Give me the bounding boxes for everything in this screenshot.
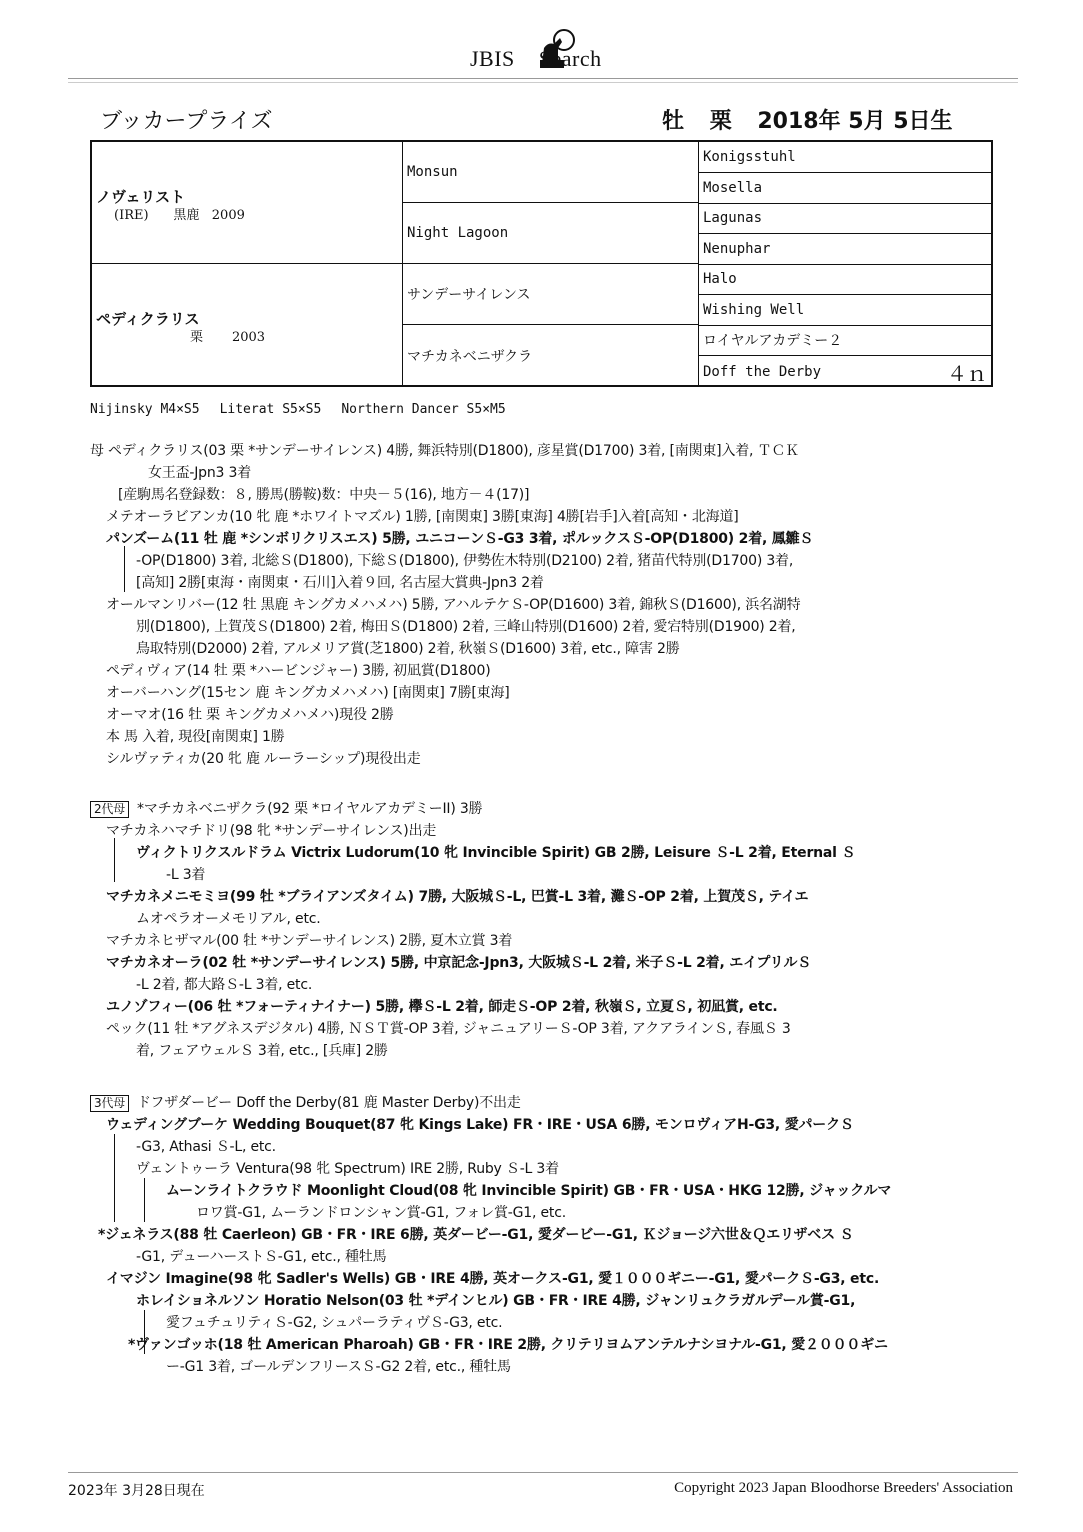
family-line: *ヴァンゴッホ(18 牡 American Pharoah) GB・FR・IRE 2勝, クリテリヨムアンテルナシヨナル-G1, 愛２０００ギニ — [128, 1337, 888, 1353]
sire-sire: Monsun — [403, 142, 699, 203]
sire-details: (IRE) 黒鹿 2009 — [114, 208, 245, 223]
g3-sdd: Nenuphar — [699, 234, 991, 265]
sire-dam: Night Lagoon — [403, 203, 699, 264]
tree-connector — [114, 838, 115, 882]
tree-connector — [124, 546, 125, 592]
gen2-tag: 2代母 — [90, 801, 129, 818]
gen2-header: 2代母 *マチカネベニザクラ(92 栗 *ロイヤルアカデミーII) 3勝 — [90, 798, 482, 818]
family-line: -G3, Athasi Ｓ-L, etc. — [136, 1139, 276, 1155]
g3-sss: Konigsstuhl — [699, 142, 991, 173]
g3-dss: Halo — [699, 264, 991, 295]
dam-dam: マチカネベニザクラ — [403, 325, 699, 386]
dam-details: 栗 2003 — [190, 330, 266, 345]
family-line: 愛フュチュリティＳ-G2, シュパーラティヴＳ-G3, etc. — [166, 1315, 503, 1331]
g3-dds: ロイヤルアカデミー２ — [699, 325, 991, 356]
horse-name: ブッカープライズ — [100, 109, 273, 134]
family-line: -OP(D1800) 3着, 北総Ｓ(D1800), 下総Ｓ(D1800), 伊勢佐木特別(D2100) 2着, 猪苗代特別(D1700) 3着, — [136, 553, 794, 569]
family-line: オーバーハング(15セン 鹿 キングカメハメハ) [南関東] 7勝[東海] — [106, 685, 510, 701]
family-line: ロワ賞-G1, ムーランドロンシャン賞-G1, フォレ賞-G1, etc. — [196, 1205, 566, 1221]
family-line: 鳥取特別(D2000) 2着, アルメリア賞(芝1800) 2着, 秋嶺Ｓ(D1600) 3着, etc., 障害 2勝 — [136, 641, 680, 657]
jbis-logo — [470, 18, 640, 78]
logo-text: JBIS Search — [470, 46, 602, 71]
family-line: マチカネオーラ(02 牡 *サンデーサイレンス) 5勝, 中京記念-Jpn3, 大阪城Ｓ-L 2着, 米子Ｓ-L 2着, エイプリルＳ — [106, 955, 812, 971]
dam-sire: サンデーサイレンス — [403, 264, 699, 325]
family-line: *ジェネラス(88 牡 Caerleon) GB・FR・IRE 6勝, 英ダービー-G1, 愛ダービー-G1, Ｋジョージ六世＆Ｑエリザベス Ｓ — [98, 1227, 854, 1243]
dam-name: ペディクラリス — [96, 310, 200, 328]
sire-cell — [92, 142, 403, 264]
inbreed-n: ４ｎ — [947, 362, 987, 386]
inbreeding-crosses: Nijinsky M4×S5 Literat S5×S5 Northern Dancer S5×M5 — [90, 402, 506, 417]
family-line: -L 3着 — [166, 867, 206, 883]
horse-birth: 2018年 5月 5日生 — [757, 109, 953, 134]
g3-ddd: Doff the Derby ４ｎ — [699, 356, 991, 387]
family-line: ムーンライトクラウド Moonlight Cloud(08 牝 Invincible Spirit) GB・FR・USA・HKG 12勝, ジャックルマ — [166, 1183, 892, 1199]
header-rule-2 — [68, 82, 1018, 83]
family-line: マチカネハマチドリ(98 牝 *サンデーサイレンス)出走 — [106, 823, 437, 839]
pedigree-table — [90, 140, 993, 387]
family-line: マチカネメニモミヨ(99 牡 *ブライアンズタイム) 7勝, 大阪城Ｓ-L, 巴賞-L 3着, 灘Ｓ-OP 2着, 上賀茂Ｓ, テイエ — [106, 889, 809, 905]
footer-date: 2023年 3月28日現在 — [68, 1483, 205, 1499]
g3-ssd: Mosella — [699, 173, 991, 204]
family-line: [産駒馬名登録数：８, 勝馬(勝鞍)数：中央－５(16), 地方－４(17)] — [118, 487, 530, 503]
footer-copyright: Copyright 2023 Japan Bloodhorse Breeders' Association — [674, 1480, 1013, 1496]
family-line: オーマオ(16 牡 栗 キングカメハメハ)現役 2勝 — [106, 707, 394, 723]
family-line: ウェディングブーケ Wedding Bouquet(87 牝 Kings Lake) FR・IRE・USA 6勝, モンロヴィアH-G3, 愛パークＳ — [106, 1117, 854, 1133]
sire-name: ノヴェリスト — [96, 188, 186, 206]
tree-connector — [144, 1178, 145, 1222]
family-line: ヴィクトリクスルドラム Victrix Ludorum(10 牝 Invincible Spirit) GB 2勝, Leisure Ｓ-L 2着, Eternal Ｓ — [136, 845, 856, 861]
family-line: ー-G1 3着, ゴールデンフリースＳ-G2 2着, etc., 種牡馬 — [166, 1359, 511, 1375]
family-line: 女王盃-Jpn3 3着 — [148, 465, 252, 481]
family-line: オールマンリバー(12 牡 黒鹿 キングカメハメハ) 5勝, アハルテケＳ-OP(D1600) 3着, 錦秋Ｓ(D1600), 浜名湖特 — [106, 597, 801, 613]
dam-cell — [92, 264, 403, 387]
g3-sds: Lagunas — [699, 203, 991, 234]
family-line: 別(D1800), 上賀茂Ｓ(D1800) 2着, 梅田Ｓ(D1800) 2着, 三峰山特別(D1600) 2着, 愛宕特別(D1900) 2着, — [136, 619, 796, 635]
gen3-tag: 3代母 — [90, 1095, 129, 1112]
family-line: ユノゾフィー(06 牡 *フォーティナイナー) 5勝, 欅Ｓ-L 2着, 師走Ｓ-OP 2着, 秋嶺Ｓ, 立夏Ｓ, 初凪賞, etc. — [106, 999, 778, 1015]
family-line: パンズーム(11 牡 鹿 *シンボリクリスエス) 5勝, ユニコーンＳ-G3 3着, ポルックスＳ-OP(D1800) 2着, 鳳雛Ｓ — [106, 531, 814, 547]
horse-sex: 牡 — [662, 109, 685, 134]
family-line: 着, フェアウェルＳ 3着, etc., [兵庫] 2勝 — [136, 1043, 388, 1059]
family-line: ヴェントゥーラ Ventura(98 牝 Spectrum) IRE 2勝, Ruby Ｓ-L 3着 — [136, 1161, 559, 1177]
family-line: シルヴァティカ(20 牝 鹿 ルーラーシップ)現役出走 — [106, 751, 421, 767]
horse-color: 栗 — [709, 109, 732, 134]
family-line: [高知] 2勝[東海・南関東・石川]入着９回, 名古屋大賞典-Jpn3 2着 — [136, 575, 544, 591]
family-line: ムオペラオーメモリアル, etc. — [136, 911, 321, 927]
header-rule — [68, 78, 1018, 79]
family-line: -G1, デューハーストＳ-G1, etc., 種牡馬 — [136, 1249, 387, 1265]
horse-info — [662, 104, 971, 135]
family-line: 母 ペディクラリス(03 栗 *サンデーサイレンス) 4勝, 舞浜特別(D1800), 彦星賞(D1700) 3着, [南関東]入着, ＴＣＫ — [90, 443, 799, 459]
family-line: メテオーラビアンカ(10 牝 鹿 *ホワイトマズル) 1勝, [南関東] 3勝[東海] 4勝[岩手]入着[高知・北海道] — [106, 509, 739, 525]
gen3-header: 3代母 ドフザダービー Doff the Derby(81 鹿 Master Derby)不出走 — [90, 1092, 521, 1112]
family-line: ペディヴィア(14 牡 栗 *ハービンジャー) 3勝, 初凪賞(D1800) — [106, 663, 491, 679]
family-line: イマジン Imagine(98 牝 Sadler's Wells) GB・IRE 4勝, 英オークス-G1, 愛１０００ギニー-G1, 愛パークＳ-G3, etc. — [106, 1271, 880, 1287]
family-line: 本 馬 入着, 現役[南関東] 1勝 — [106, 729, 285, 745]
family-line: -L 2着, 都大路Ｓ-L 3着, etc. — [136, 977, 313, 993]
family-line: ペック(11 牡 *アグネスデジタル) 4勝, ＮＳＴ賞-OP 3着, ジャニュアリーＳ-OP 3着, アクアラインＳ, 春風Ｓ 3 — [106, 1021, 791, 1037]
g3-dsd: Wishing Well — [699, 295, 991, 326]
footer-rule — [68, 1472, 1018, 1473]
tree-connector — [114, 1134, 115, 1222]
family-line: ホレイショネルソン Horatio Nelson(03 牡 *デインヒル) GB・FR・IRE 4勝, ジャンリュクラガルデール賞-G1, — [136, 1293, 856, 1309]
family-line: マチカネヒザマル(00 牡 *サンデーサイレンス) 2勝, 夏木立賞 3着 — [106, 933, 513, 949]
